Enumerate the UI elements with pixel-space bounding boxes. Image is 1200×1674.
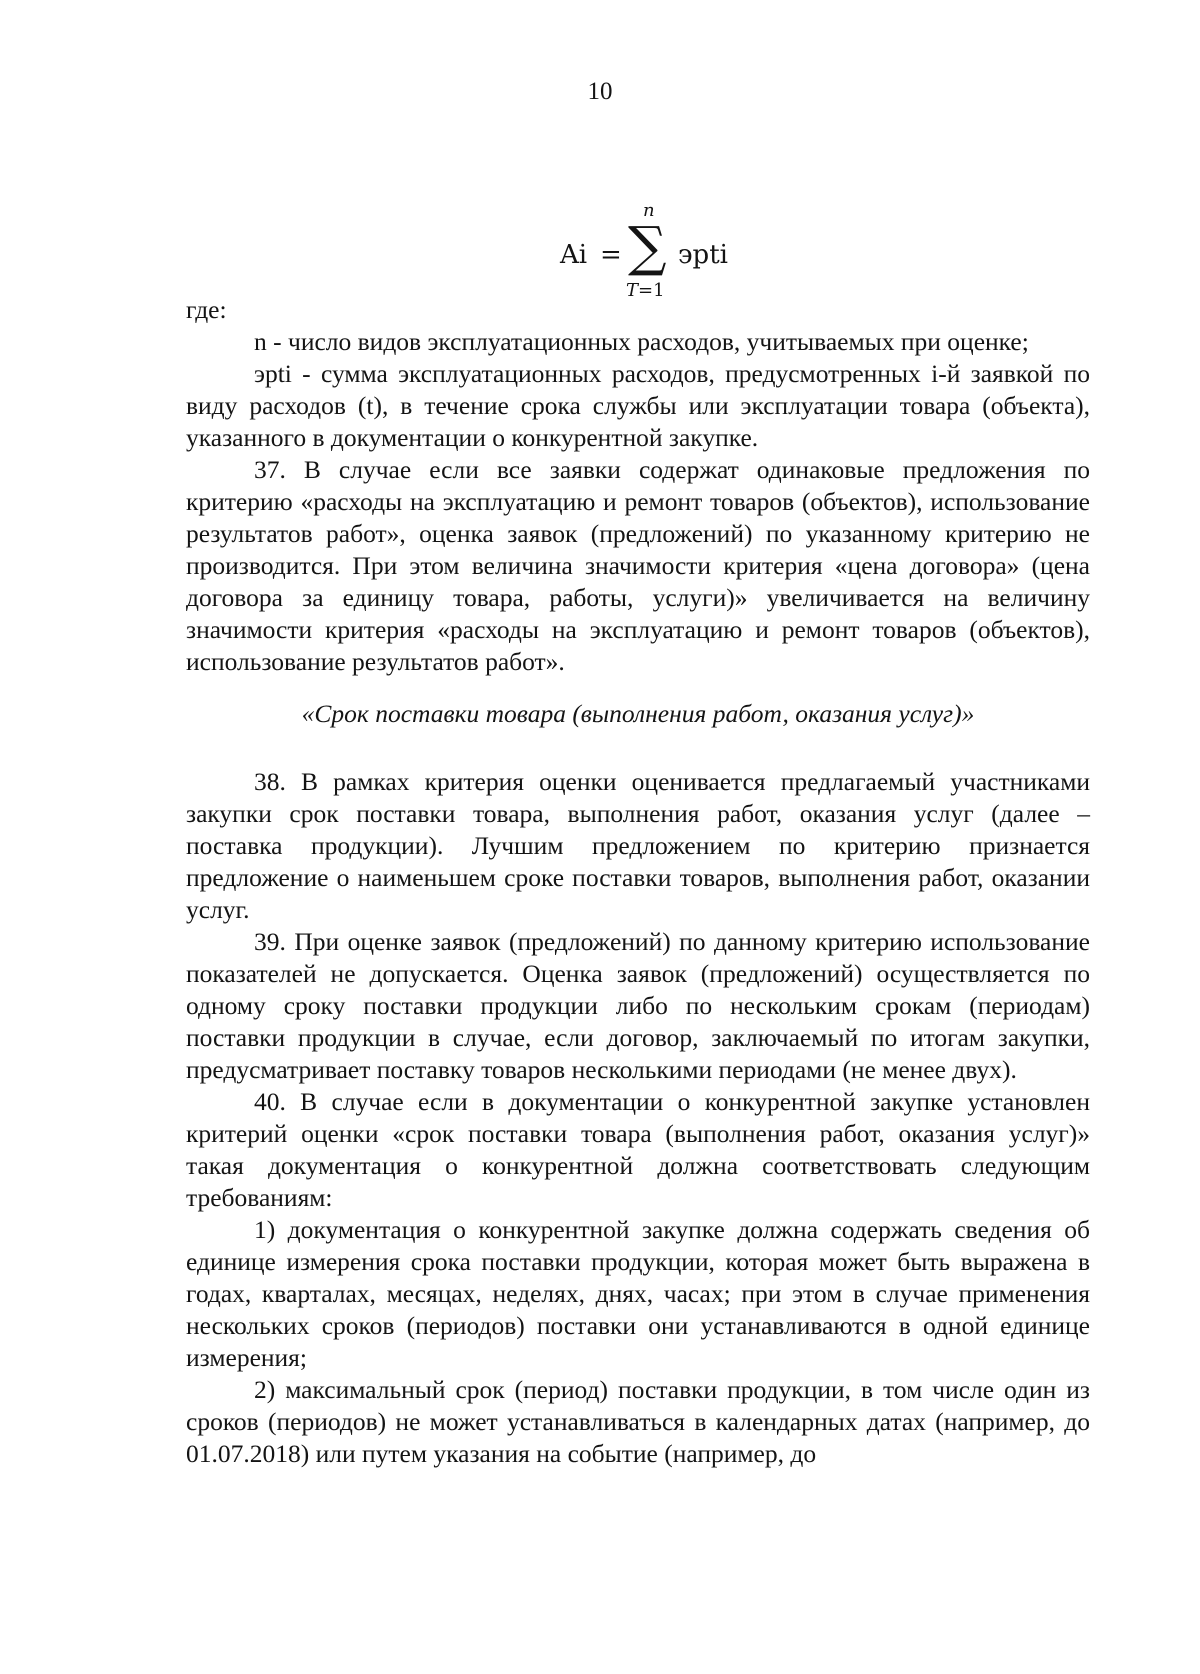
paragraph-37: 37. В случае если все заявки содержат одинаковые предложения по критерию «расходы на эксплуатацию и ремонт товаров (объектов), использование результатов работ», оценка заявок (предложений) по указанному критерию не производится. При этом величина значимости критерия «цена договора» (цена договора за единицу товара, работы, услуги)» увеличивается на величину значимости критерия «расходы на эксплуатацию и ремонт товаров (объектов), использование результатов работ». [186, 455, 1090, 676]
formula-lhs: Ai [560, 240, 588, 270]
paragraph-38: 38. В рамках критерия оценки оценивается предлагаемый участниками закупки срок поставки товара, выполнения работ, оказания услуг (далее – поставка продукции). Лучшим предложением по критерию признается предложение о наименьшем сроке поставки товаров, выполнения работ, оказании услуг. [186, 767, 1090, 924]
formula-summand: эpti [678, 240, 728, 270]
definition-n: n - число видов эксплуатационных расходов, учитываемых при оценке; [254, 327, 1029, 356]
paragraph-39: 39. При оценке заявок (предложений) по данному критерию использование показателей не допускается. Оценка заявок (предложений) осуществляется по одному сроку поставки продукции либо по нескольким срокам (периодам) поставки продукции в случае, если договор, заключаемый по итогам закупки, предусматривает поставку товаров несколькими периодами (не менее двух). [186, 927, 1090, 1084]
page-number: 10 [587, 78, 613, 105]
formula-lower-rest: =1 [638, 280, 665, 301]
formula-equals: = [600, 240, 622, 270]
document-body [186, 294, 1090, 1470]
where-label: где: [186, 295, 227, 324]
definition-epti: эpti - сумма эксплуатационных расходов, предусмотренных i-й заявкой по виду расходов (t), в течение срока службы или эксплуатации товара (объекта), указанного в документации о конкурентной закупке. [186, 359, 1090, 452]
sub-item-2: 2) максимальный срок (период) поставки продукции, в том числе один из сроков (периодов) не может устанавливаться в календарных датах (например, до 01.07.2018) или путем указания на событие (например, до [186, 1375, 1090, 1468]
sub-item-1: 1) документация о конкурентной закупке должна содержать сведения об единице измерения срока поставки продукции, которая может быть выражена в годах, кварталах, месяцах, неделях, днях, часах; при этом в случае применения нескольких сроков (периодов) поставки они устанавливаются в одной единице измерения; [186, 1215, 1090, 1372]
formula-upper-limit: n [643, 200, 655, 221]
paragraph-40: 40. В случае если в документации о конкурентной закупке установлен критерий оценки «срок поставки товара (выполнения работ, оказания услуг)» такая документация о конкурентной должна соответствовать следующим требованиям: [186, 1087, 1090, 1212]
formula-lower-var: T [626, 280, 639, 301]
sum-symbol: ∑ [628, 215, 667, 278]
section-heading: «Срок поставки товара (выполнения работ, оказания услуг)» [301, 699, 975, 728]
